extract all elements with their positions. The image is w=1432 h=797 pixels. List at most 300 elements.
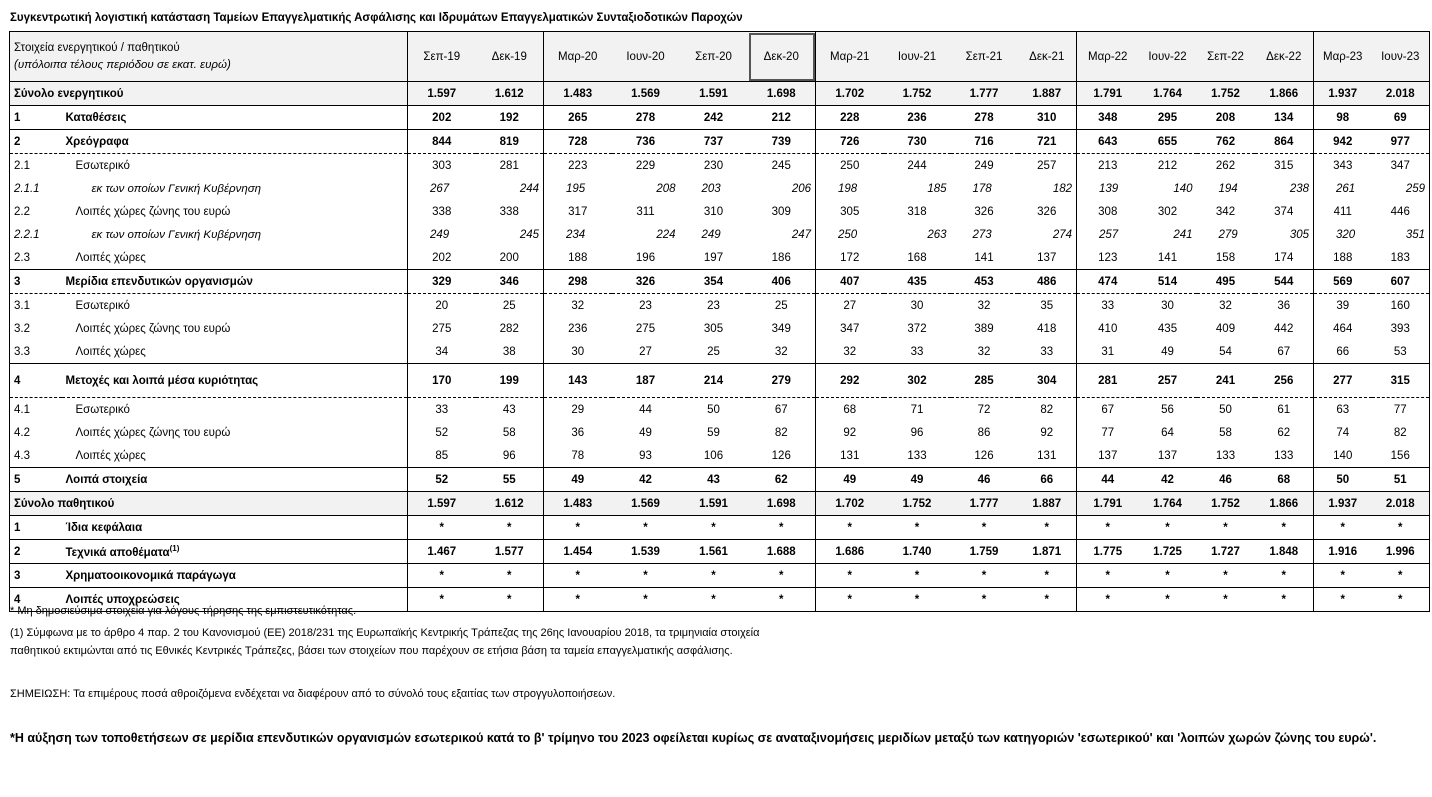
value-cell[interactable]: 32 [816, 340, 884, 364]
value-cell[interactable]: 326 [612, 270, 680, 294]
value-cell[interactable]: 1.591 [680, 82, 748, 106]
value-cell[interactable]: 183 [1372, 246, 1430, 270]
value-cell[interactable]: 263 [927, 228, 947, 241]
value-cell[interactable]: * [1018, 516, 1077, 540]
value-cell[interactable]: 62 [1277, 426, 1291, 439]
value-cell[interactable]: 320 [1314, 223, 1372, 246]
value-cell[interactable]: 1.752 [1197, 82, 1255, 106]
value-cell[interactable]: * [408, 516, 476, 540]
value-cell[interactable]: 739 [748, 130, 816, 154]
period-header-cell[interactable]: Δεκ-19 [476, 32, 544, 82]
value-cell[interactable]: 199 [476, 364, 544, 398]
value-cell[interactable]: 78 [544, 444, 612, 468]
value-cell[interactable]: 212 [1139, 154, 1197, 178]
value-cell[interactable]: 245 [748, 154, 816, 178]
value-cell[interactable]: 156 [1372, 444, 1430, 468]
value-cell[interactable]: 1.752 [884, 82, 951, 106]
value-cell[interactable]: 206 [791, 182, 811, 195]
value-cell[interactable]: 285 [951, 364, 1018, 398]
value-cell[interactable]: 1.539 [612, 540, 680, 564]
value-cell[interactable]: 1.764 [1139, 492, 1197, 516]
value-cell[interactable]: * [408, 564, 476, 588]
value-cell[interactable]: 32 [1197, 294, 1255, 318]
value-cell[interactable]: 74 [1314, 421, 1372, 444]
value-cell[interactable]: 342 [1215, 205, 1236, 218]
period-header-cell[interactable]: Σεπ-20 [680, 32, 748, 82]
value-cell[interactable]: 230 [680, 154, 748, 178]
value-cell[interactable]: 33 [910, 345, 924, 358]
value-cell[interactable]: 1.887 [1018, 82, 1077, 106]
value-cell[interactable]: 23 [612, 294, 680, 318]
value-cell[interactable]: 96 [910, 426, 924, 439]
value-cell[interactable]: 977 [1372, 130, 1430, 154]
value-cell[interactable]: 49 [544, 468, 612, 492]
value-cell[interactable]: 44 [612, 398, 680, 422]
value-cell[interactable]: 126 [974, 449, 994, 462]
value-cell[interactable]: 53 [1372, 340, 1430, 364]
value-cell[interactable]: 140 [1173, 182, 1193, 195]
period-header-cell[interactable]: Δεκ-21 [1018, 32, 1077, 82]
value-cell[interactable]: 213 [1077, 154, 1139, 178]
value-cell[interactable]: 30 [884, 294, 951, 318]
period-header-cell[interactable]: Μαρ-23 [1314, 32, 1372, 82]
value-cell[interactable]: 32 [951, 294, 1018, 318]
value-cell[interactable]: * [1139, 516, 1197, 540]
value-cell[interactable]: * [1255, 516, 1314, 540]
value-cell[interactable]: 1.871 [1018, 540, 1077, 564]
value-cell[interactable]: 728 [544, 130, 612, 154]
value-cell[interactable]: 310 [1018, 106, 1077, 130]
value-cell[interactable]: * [1255, 564, 1314, 588]
value-cell[interactable]: 250 [816, 223, 884, 246]
value-cell[interactable]: 241 [1197, 364, 1255, 398]
value-cell[interactable]: 273 [972, 228, 992, 241]
value-cell[interactable]: 274 [1052, 228, 1072, 241]
value-cell[interactable]: 435 [884, 270, 951, 294]
value-cell[interactable]: 282 [499, 322, 519, 335]
value-cell[interactable]: 241 [1173, 228, 1193, 241]
value-cell[interactable]: 195 [544, 177, 612, 200]
value-cell[interactable]: 655 [1139, 130, 1197, 154]
value-cell[interactable]: 137 [1077, 444, 1139, 468]
value-cell[interactable]: * [1314, 516, 1372, 540]
value-cell[interactable]: 1.866 [1255, 82, 1314, 106]
value-cell[interactable]: 141 [974, 251, 994, 264]
value-cell[interactable]: 411 [1314, 200, 1372, 223]
value-cell[interactable]: 236 [544, 317, 612, 340]
value-cell[interactable]: * [748, 516, 816, 540]
value-cell[interactable]: 338 [408, 200, 476, 223]
value-cell[interactable]: 819 [476, 130, 544, 154]
value-cell[interactable]: 49 [816, 468, 884, 492]
value-cell[interactable]: 1.777 [951, 82, 1018, 106]
value-cell[interactable]: 214 [680, 364, 748, 398]
value-cell[interactable]: 131 [1037, 449, 1057, 462]
value-cell[interactable]: 1.612 [476, 82, 544, 106]
period-header-cell[interactable]: Δεκ-22 [1255, 32, 1314, 82]
value-cell[interactable]: 194 [1218, 182, 1238, 195]
value-cell[interactable]: 389 [974, 322, 994, 335]
value-cell[interactable]: 71 [884, 398, 951, 422]
value-cell[interactable]: * [408, 588, 476, 612]
period-header-cell[interactable]: Μαρ-22 [1077, 32, 1139, 82]
value-cell[interactable]: 49 [1161, 345, 1174, 358]
value-cell[interactable]: 44 [1077, 468, 1139, 492]
value-cell[interactable]: 131 [816, 444, 884, 468]
value-cell[interactable]: 133 [1215, 449, 1236, 462]
value-cell[interactable]: 281 [476, 154, 544, 178]
value-cell[interactable]: 242 [680, 106, 748, 130]
value-cell[interactable]: 244 [884, 154, 951, 178]
value-cell[interactable]: 1.702 [816, 82, 884, 106]
value-cell[interactable]: 59 [707, 426, 720, 439]
value-cell[interactable]: 736 [612, 130, 680, 154]
value-cell[interactable]: 762 [1197, 130, 1255, 154]
value-cell[interactable]: 43 [476, 398, 544, 422]
value-cell[interactable]: * [1197, 516, 1255, 540]
value-cell[interactable]: 1.752 [884, 492, 951, 516]
value-cell[interactable]: * [884, 588, 951, 612]
value-cell[interactable]: 1.698 [748, 492, 816, 516]
value-cell[interactable]: 67 [1077, 398, 1139, 422]
value-cell[interactable]: 245 [519, 228, 539, 241]
value-cell[interactable]: 1.454 [544, 540, 612, 564]
value-cell[interactable]: 305 [1289, 228, 1309, 241]
value-cell[interactable]: 1.996 [1372, 540, 1430, 564]
value-cell[interactable]: 134 [1255, 106, 1314, 130]
value-cell[interactable]: 197 [703, 251, 724, 264]
value-cell[interactable]: 304 [1018, 364, 1077, 398]
value-cell[interactable]: 275 [408, 317, 476, 340]
value-cell[interactable]: 31 [1077, 340, 1139, 364]
value-cell[interactable]: 2.018 [1372, 82, 1430, 106]
value-cell[interactable]: 67 [748, 398, 816, 422]
value-cell[interactable]: 174 [1274, 251, 1294, 264]
value-cell[interactable]: * [1255, 588, 1314, 612]
value-cell[interactable]: 187 [612, 364, 680, 398]
value-cell[interactable]: 32 [774, 345, 788, 358]
value-cell[interactable]: 329 [408, 270, 476, 294]
value-cell[interactable]: 126 [771, 449, 791, 462]
value-cell[interactable]: 259 [1372, 177, 1430, 200]
value-cell[interactable]: 228 [816, 106, 884, 130]
value-cell[interactable]: 374 [1274, 205, 1294, 218]
value-cell[interactable]: 348 [1077, 106, 1139, 130]
value-cell[interactable]: * [816, 516, 884, 540]
value-cell[interactable]: 1.577 [476, 540, 544, 564]
value-cell[interactable]: * [884, 564, 951, 588]
value-cell[interactable]: 72 [951, 398, 1018, 422]
value-cell[interactable]: 298 [544, 270, 612, 294]
value-cell[interactable]: 1.752 [1197, 492, 1255, 516]
value-cell[interactable]: * [1018, 588, 1077, 612]
value-cell[interactable]: 1.569 [612, 492, 680, 516]
value-cell[interactable]: 1.791 [1077, 492, 1139, 516]
value-cell[interactable]: * [544, 588, 612, 612]
value-cell[interactable]: 721 [1018, 130, 1077, 154]
value-cell[interactable]: 137 [1157, 449, 1178, 462]
period-header-cell[interactable]: Σεπ-19 [408, 32, 476, 82]
value-cell[interactable]: 305 [816, 200, 884, 223]
value-cell[interactable]: 192 [476, 106, 544, 130]
value-cell[interactable]: 495 [1197, 270, 1255, 294]
value-cell[interactable]: * [1077, 588, 1139, 612]
value-cell[interactable]: 643 [1077, 130, 1139, 154]
value-cell[interactable]: 25 [476, 294, 544, 318]
value-cell[interactable]: 279 [1218, 228, 1238, 241]
value-cell[interactable]: 406 [748, 270, 816, 294]
value-cell[interactable]: * [544, 516, 612, 540]
value-cell[interactable]: 39 [1314, 294, 1372, 318]
value-cell[interactable]: * [951, 516, 1018, 540]
value-cell[interactable]: 351 [1372, 223, 1430, 246]
period-header-cell[interactable]: Ιουν-23 [1372, 32, 1430, 82]
value-cell[interactable]: 30 [1139, 294, 1197, 318]
value-cell[interactable]: 326 [1037, 205, 1057, 218]
value-cell[interactable]: * [476, 588, 544, 612]
value-cell[interactable]: 64 [1161, 426, 1174, 439]
value-cell[interactable]: 63 [1314, 398, 1372, 422]
value-cell[interactable]: 224 [656, 228, 676, 241]
value-cell[interactable]: 844 [408, 130, 476, 154]
value-cell[interactable]: 137 [1037, 251, 1057, 264]
value-cell[interactable]: 244 [519, 182, 539, 195]
value-cell[interactable]: * [680, 588, 748, 612]
value-cell[interactable]: 249 [701, 228, 721, 241]
value-cell[interactable]: 139 [1077, 177, 1139, 200]
value-cell[interactable]: 203 [701, 182, 721, 195]
value-cell[interactable]: 569 [1314, 270, 1372, 294]
value-cell[interactable]: * [476, 516, 544, 540]
value-cell[interactable]: 249 [408, 223, 476, 246]
value-cell[interactable]: 30 [544, 340, 612, 364]
value-cell[interactable]: 69 [1372, 106, 1430, 130]
value-cell[interactable]: 93 [639, 449, 652, 462]
value-cell[interactable]: 275 [635, 322, 656, 335]
value-cell[interactable]: 343 [1314, 154, 1372, 178]
value-cell[interactable]: 82 [1018, 398, 1077, 422]
value-cell[interactable]: 25 [748, 294, 816, 318]
value-cell[interactable]: 446 [1372, 200, 1430, 223]
value-cell[interactable]: 295 [1139, 106, 1197, 130]
value-cell[interactable]: * [951, 588, 1018, 612]
value-cell[interactable]: 96 [502, 449, 516, 462]
value-cell[interactable]: 442 [1274, 322, 1294, 335]
value-cell[interactable]: 315 [1255, 154, 1314, 178]
value-cell[interactable]: 46 [1197, 468, 1255, 492]
value-cell[interactable]: * [884, 516, 951, 540]
value-cell[interactable]: 170 [408, 364, 476, 398]
value-cell[interactable]: 158 [1215, 251, 1236, 264]
value-cell[interactable]: 58 [502, 426, 516, 439]
value-cell[interactable]: 49 [639, 426, 652, 439]
value-cell[interactable]: 257 [1077, 223, 1139, 246]
value-cell[interactable]: 347 [816, 317, 884, 340]
value-cell[interactable]: * [612, 588, 680, 612]
value-cell[interactable]: 1.686 [816, 540, 884, 564]
value-cell[interactable]: 716 [951, 130, 1018, 154]
value-cell[interactable]: 407 [816, 270, 884, 294]
value-cell[interactable]: 20 [408, 294, 476, 318]
value-cell[interactable]: 1.887 [1018, 492, 1077, 516]
value-cell[interactable]: 256 [1255, 364, 1314, 398]
value-cell[interactable]: 409 [1215, 322, 1236, 335]
value-cell[interactable]: 308 [1077, 200, 1139, 223]
value-cell[interactable]: 1.688 [748, 540, 816, 564]
value-cell[interactable]: 317 [544, 200, 612, 223]
value-cell[interactable]: 52 [408, 468, 476, 492]
value-cell[interactable]: 208 [1197, 106, 1255, 130]
value-cell[interactable]: * [748, 588, 816, 612]
value-cell[interactable]: 338 [499, 205, 519, 218]
value-cell[interactable]: * [680, 564, 748, 588]
value-cell[interactable]: 50 [1314, 468, 1372, 492]
value-cell[interactable]: 123 [1077, 246, 1139, 270]
value-cell[interactable]: 82 [1372, 421, 1430, 444]
value-cell[interactable]: 1.916 [1314, 540, 1372, 564]
value-cell[interactable]: 418 [1037, 322, 1057, 335]
value-cell[interactable]: 1.702 [816, 492, 884, 516]
value-cell[interactable]: 178 [972, 182, 992, 195]
value-cell[interactable]: * [1372, 516, 1430, 540]
value-cell[interactable]: 1.467 [408, 540, 476, 564]
value-cell[interactable]: 141 [1157, 251, 1178, 264]
value-cell[interactable]: 23 [680, 294, 748, 318]
value-cell[interactable]: 278 [612, 106, 680, 130]
value-cell[interactable]: 77 [1077, 421, 1139, 444]
period-header-cell[interactable]: Ιουν-22 [1139, 32, 1197, 82]
value-cell[interactable]: 1.597 [408, 82, 476, 106]
value-cell[interactable]: 61 [1255, 398, 1314, 422]
value-cell[interactable]: 229 [612, 154, 680, 178]
value-cell[interactable]: 249 [951, 154, 1018, 178]
value-cell[interactable]: * [951, 564, 1018, 588]
value-cell[interactable]: 1.937 [1314, 492, 1372, 516]
period-header-cell[interactable]: Ιουν-20 [612, 32, 680, 82]
value-cell[interactable]: 265 [544, 106, 612, 130]
value-cell[interactable]: 33 [408, 398, 476, 422]
value-cell[interactable]: 202 [408, 106, 476, 130]
value-cell[interactable]: 56 [1139, 398, 1197, 422]
value-cell[interactable]: 514 [1139, 270, 1197, 294]
value-cell[interactable]: * [1139, 564, 1197, 588]
value-cell[interactable]: 1.483 [544, 492, 612, 516]
value-cell[interactable]: 257 [1139, 364, 1197, 398]
value-cell[interactable]: 66 [1314, 340, 1372, 364]
value-cell[interactable]: 1.725 [1139, 540, 1197, 564]
value-cell[interactable]: 277 [1314, 364, 1372, 398]
value-cell[interactable]: 464 [1314, 317, 1372, 340]
value-cell[interactable]: 172 [816, 246, 884, 270]
value-cell[interactable]: 51 [1372, 468, 1430, 492]
value-cell[interactable]: 36 [544, 421, 612, 444]
value-cell[interactable]: 1.483 [544, 82, 612, 106]
value-cell[interactable]: 77 [1372, 398, 1430, 422]
value-cell[interactable]: * [1197, 564, 1255, 588]
value-cell[interactable]: * [680, 516, 748, 540]
value-cell[interactable]: 250 [816, 154, 884, 178]
value-cell[interactable]: 212 [748, 106, 816, 130]
value-cell[interactable]: 35 [1018, 294, 1077, 318]
value-cell[interactable]: 182 [1052, 182, 1072, 195]
value-cell[interactable]: 236 [884, 106, 951, 130]
value-cell[interactable]: * [1372, 564, 1430, 588]
value-cell[interactable]: * [816, 588, 884, 612]
value-cell[interactable]: 67 [1277, 345, 1291, 358]
value-cell[interactable]: 261 [1314, 177, 1372, 200]
value-cell[interactable]: 68 [816, 398, 884, 422]
value-cell[interactable]: 42 [612, 468, 680, 492]
value-cell[interactable]: * [816, 564, 884, 588]
period-header-cell[interactable]: Μαρ-21 [816, 32, 884, 82]
value-cell[interactable]: 1.698 [748, 82, 816, 106]
value-cell[interactable]: 302 [1157, 205, 1178, 218]
value-cell[interactable]: 267 [408, 177, 476, 200]
value-cell[interactable]: 1.791 [1077, 82, 1139, 106]
value-cell[interactable]: 318 [907, 205, 927, 218]
value-cell[interactable]: 278 [951, 106, 1018, 130]
value-cell[interactable]: 257 [1018, 154, 1077, 178]
value-cell[interactable]: 292 [816, 364, 884, 398]
value-cell[interactable]: 1.777 [951, 492, 1018, 516]
value-cell[interactable]: 25 [707, 345, 720, 358]
value-cell[interactable]: 186 [771, 251, 791, 264]
value-cell[interactable]: 238 [1289, 182, 1309, 195]
value-cell[interactable]: 474 [1077, 270, 1139, 294]
value-cell[interactable]: 393 [1372, 317, 1430, 340]
period-header-cell[interactable]: Μαρ-20 [544, 32, 612, 82]
value-cell[interactable]: 302 [884, 364, 951, 398]
value-cell[interactable]: 1.569 [612, 82, 680, 106]
value-cell[interactable]: * [1139, 588, 1197, 612]
value-cell[interactable]: 372 [907, 322, 927, 335]
value-cell[interactable]: 198 [816, 177, 884, 200]
value-cell[interactable]: 188 [544, 246, 612, 270]
value-cell[interactable]: 1.597 [408, 492, 476, 516]
value-cell[interactable]: 185 [927, 182, 947, 195]
value-cell[interactable]: 2.018 [1372, 492, 1430, 516]
value-cell[interactable]: 82 [774, 426, 788, 439]
value-cell[interactable]: 29 [544, 398, 612, 422]
value-cell[interactable]: 92 [816, 421, 884, 444]
value-cell[interactable]: * [748, 564, 816, 588]
value-cell[interactable]: 32 [977, 345, 991, 358]
value-cell[interactable]: * [612, 564, 680, 588]
value-cell[interactable]: 52 [408, 421, 476, 444]
value-cell[interactable]: 27 [639, 345, 652, 358]
value-cell[interactable]: 1.866 [1255, 492, 1314, 516]
value-cell[interactable]: 303 [408, 154, 476, 178]
value-cell[interactable]: 310 [703, 205, 724, 218]
value-cell[interactable]: 305 [703, 322, 724, 335]
value-cell[interactable]: 106 [703, 449, 724, 462]
value-cell[interactable]: 1.937 [1314, 82, 1372, 106]
value-cell[interactable]: 1.591 [680, 492, 748, 516]
value-cell[interactable]: 234 [544, 223, 612, 246]
value-cell[interactable]: 43 [680, 468, 748, 492]
value-cell[interactable]: 42 [1139, 468, 1197, 492]
period-header-cell[interactable]: Σεπ-21 [951, 32, 1018, 82]
value-cell[interactable]: 98 [1314, 106, 1372, 130]
value-cell[interactable]: 36 [1255, 294, 1314, 318]
value-cell[interactable]: 33 [1077, 294, 1139, 318]
value-cell[interactable]: 1.561 [680, 540, 748, 564]
value-cell[interactable]: 160 [1372, 294, 1430, 318]
value-cell[interactable]: 140 [1314, 444, 1372, 468]
value-cell[interactable]: 33 [1040, 345, 1054, 358]
value-cell[interactable]: 347 [1372, 154, 1430, 178]
value-cell[interactable]: * [544, 564, 612, 588]
